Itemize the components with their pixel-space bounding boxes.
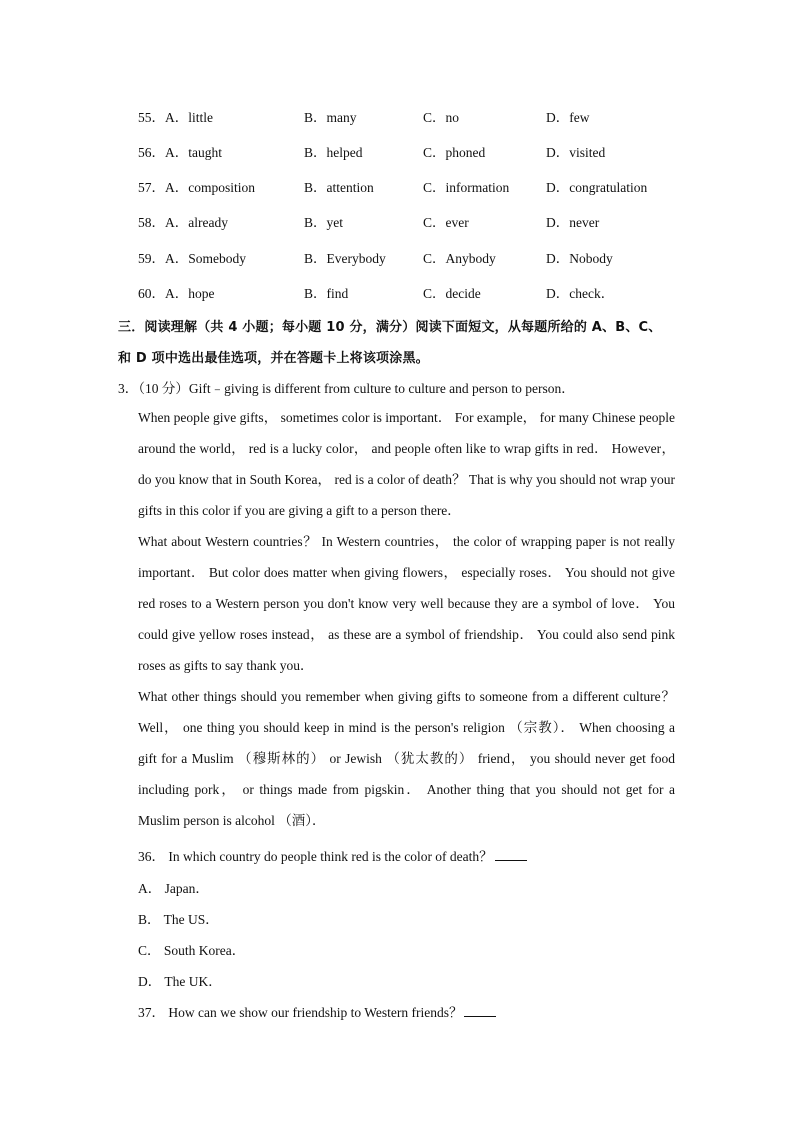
- passage-paragraph-1: When people give gifts， sometimes color is important． For example， for many Chinese people around the world， red is a lucky color， and people often like to wrap gifts in red． However， do you know that in South Korea， red is a color of death？ That is why you should not wrap your gifts in this color if you are giving a gift to a person there．: [138, 410, 675, 518]
- option-row-59: [138, 247, 698, 267]
- question-36-choice-b: B． The US．: [138, 912, 219, 927]
- option-b: B．yet: [304, 215, 343, 230]
- option-a: 56．A．taught: [138, 145, 222, 160]
- question-37-text: 37． How can we show our friendship to Western friends？: [138, 1005, 463, 1020]
- question-header: 3．（10 分）Gift﹣giving is different from culture to culture and person to person．: [118, 381, 575, 396]
- question-36-stem: [138, 845, 527, 865]
- option-c: C．no: [423, 110, 460, 125]
- question-36-choice-d: D． The UK．: [138, 974, 222, 989]
- option-row-56: [138, 141, 698, 161]
- option-d: D．few: [546, 110, 590, 125]
- question-37-stem: [138, 1001, 496, 1021]
- option-d: D．never: [546, 215, 600, 230]
- question-36-text: 36． In which country do people think red is the color of death？: [138, 849, 493, 864]
- passage-paragraph-2: What about Western countries？ In Western countries， the color of wrapping paper is not really important． But color does matter when giving flowers， especially roses． You should not give red roses to a Western person you don't know very well because they are a symbol of love． You could give yellow roses instead， as these are a symbol of friendship． You could also send pink roses as gifts to say thank you．: [138, 534, 675, 673]
- option-d: D．visited: [546, 145, 606, 160]
- option-b: B．many: [304, 110, 357, 125]
- option-a: 60．A．hope: [138, 286, 215, 301]
- option-b: B．Everybody: [304, 251, 386, 266]
- option-c: C．decide: [423, 286, 481, 301]
- option-d: D．congratulation: [546, 180, 648, 195]
- answer-blank: [464, 1004, 496, 1017]
- option-c: C．Anybody: [423, 251, 496, 266]
- section-heading-line1: 三．阅读理解（共 4 小题；每小题 10 分，满分）阅读下面短文，从每题所给的 A、B、C、: [118, 320, 662, 335]
- option-b: B．helped: [304, 145, 363, 160]
- section-heading-line2: 和 D 项中选出最佳选项，并在答题卡上将该项涂黑。: [118, 351, 429, 366]
- option-b: B．attention: [304, 180, 374, 195]
- option-a: 57．A．composition: [138, 180, 255, 195]
- option-d: D．check．: [546, 286, 615, 301]
- option-a: 55．A．little: [138, 110, 213, 125]
- option-c: C．phoned: [423, 145, 486, 160]
- option-a: 59．A．Somebody: [138, 251, 246, 266]
- option-row-58: [138, 211, 698, 231]
- reading-passage: [138, 402, 675, 836]
- question-36-choice-c: C． South Korea．: [138, 943, 246, 958]
- option-a: 58．A．already: [138, 215, 228, 230]
- option-row-57: [138, 176, 698, 196]
- option-c: C．information: [423, 180, 510, 195]
- option-c: C．ever: [423, 215, 469, 230]
- option-b: B．find: [304, 286, 349, 301]
- answer-blank: [495, 848, 527, 861]
- passage-paragraph-3: What other things should you remember when giving gifts to someone from a different culture？ Well， one thing you should keep in mind is the person's religion （宗教）． When choosing a gift for a Muslim （穆斯林的） or Jewish （犹太教的） friend， you should never get food including pork， or things made from pigskin． Another thing that you should not get for a Muslim person is alcohol （酒）．: [138, 689, 675, 828]
- option-row-60: [138, 282, 698, 302]
- question-36-choice-a: A． Japan．: [138, 881, 209, 896]
- option-row-55: [138, 106, 698, 126]
- option-d: D．Nobody: [546, 251, 613, 266]
